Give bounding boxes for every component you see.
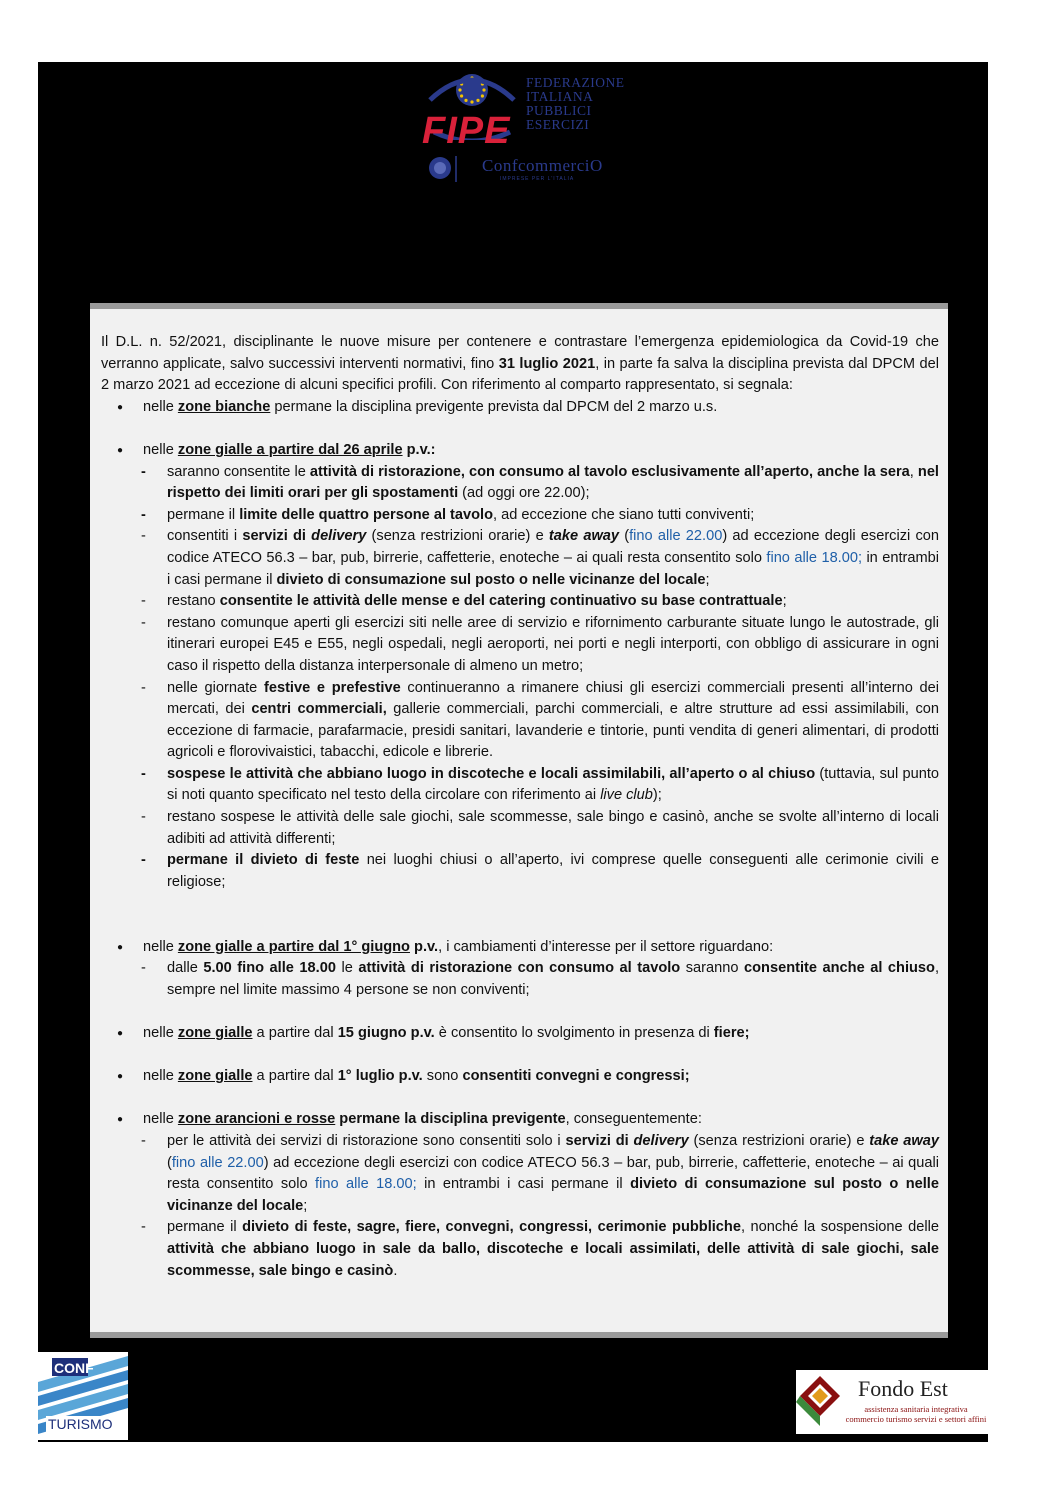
list-item: - dalle 5.00 fino alle 18.00 le attività di ristorazione con consumo al tavolo saranno consentite anche al chiuso, sempre nel limite massimo 4 persone se non conviventi; bbox=[141, 960, 940, 998]
fipe-logo bbox=[422, 70, 642, 188]
list-item: - restano sospese le attività delle sale giochi, sale scommesse, sale bingo e casinò, anche se svolte all’interno di locali adibiti ad attività differenti; bbox=[141, 809, 939, 847]
list-item: - per le attività dei servizi di ristorazione sono consentiti solo i servizi di delivery (senza restrizioni orarie) e take away (fino alle 22.00) ad eccezione degli esercizi con codice ATECO 56.3 – bar, pub, birrerie, caffetterie, enoteche – ai quali resta consentito solo fino alle 18.00; in entrambi i casi permane il divieto di consumazione sul posto o nelle vicinanze del locale; bbox=[141, 1132, 940, 1214]
fondo-est-logo bbox=[796, 1370, 988, 1434]
bullet-zone-gialle-1-giugno: ● nelle zone gialle a partire dal 1° giugno p.v., i cambiamenti d’interesse per il settore riguardano: bbox=[101, 937, 939, 959]
list-item: - permane il divieto di feste nei luoghi chiusi o all’aperto, ivi comprese quelle conseguenti alle cerimonie civili e religiose; bbox=[141, 852, 940, 890]
document-body bbox=[101, 332, 939, 1282]
svg-text:CONF: CONF bbox=[54, 1360, 94, 1376]
bullet-zone-gialle-1-luglio: ● nelle zone gialle a partire dal 1° luglio p.v. sono consentiti convegni e congressi; bbox=[101, 1066, 939, 1088]
svg-text:TURISMO: TURISMO bbox=[48, 1416, 113, 1432]
bullet-zone-gialle-15-giugno: ● nelle zone gialle a partire dal 15 giugno p.v. è consentito lo svolgimento in presenza di fiere; bbox=[101, 1023, 939, 1045]
list-item: - permane il limite delle quattro persone al tavolo, ad eccezione che siano tutti conviventi; bbox=[141, 506, 755, 523]
list-item: - permane il divieto di feste, sagre, fiere, convegni, congressi, cerimonie pubbliche, nonché la sospensione delle attività che abbiano luogo in sale da ballo, discoteche e locali assimilati, delle attività di sale giochi, sale scommesse, sale bingo e casinò. bbox=[141, 1219, 939, 1279]
federazione-text: FEDERAZIONE ITALIANA PUBBLICI ESERCIZI bbox=[526, 75, 625, 132]
confturismo-emblem-icon bbox=[38, 1352, 128, 1440]
fondo-est-name: Fondo Est bbox=[858, 1376, 948, 1401]
confturismo-logo bbox=[38, 1352, 128, 1440]
confcommercio-subtitle: IMPRESE PER L'ITALIA bbox=[500, 176, 575, 182]
bullet-zone-arancioni-rosse: ● nelle zone arancioni e rosse permane la disciplina previgente, conseguentemente: bbox=[101, 1109, 939, 1131]
bullet-zone-bianche: ● nelle zone bianche permane la disciplina previgente prevista dal DPCM del 2 marzo u.s. bbox=[101, 397, 939, 419]
fondo-est-subtitle: assistenza sanitaria integrativa commercio turismo servizi e settori affini bbox=[845, 1404, 987, 1424]
list-item: - consentiti i servizi di delivery (senza restrizioni orarie) e take away (fino alle 22.00) ad eccezione degli esercizi con codice ATECO 56.3 – bar, pub, birrerie, caffetterie, enoteche – ai quali resta consentito solo fino alle 18.00; in entrambi i casi permane il divieto di consumazione sul posto o nelle vicinanze del locale; bbox=[141, 528, 939, 588]
list-item: - saranno consentite le attività di ristorazione, con consumo al tavolo esclusivamente all’aperto, anche la sera, nel rispetto dei limiti orari per gli spostamenti (ad oggi ore 22.00); bbox=[141, 463, 939, 502]
list-item: - restano consentite le attività delle mense e del catering continuativo su base contrattuale; bbox=[141, 593, 787, 610]
fondo-est-emblem-icon bbox=[796, 1370, 844, 1434]
list-item: - sospese le attività che abbiano luogo in discoteche e locali assimilabili, all’aperto o al chiuso (tuttavia, sul punto si noti quanto specificato nel testo della circolare con riferimento ai live club); bbox=[141, 765, 939, 804]
list-item: - restano comunque aperti gli esercizi siti nelle aree di servizio e rifornimento carburante situate lungo le autostrade, gli itinerari europei E45 e E55, negli ospedali, negli aeroporti, nei porti e negli interporti, con obbligo di assicurare in ogni caso il rispetto della distanza interpersonale di almeno un metro; bbox=[141, 614, 939, 674]
intro-paragraph: Il D.L. n. 52/2021, disciplinante le nuove misure per contenere e contrastare l’emergenza epidemiologica da Covid-19 che verranno applicate, salvo successivi interventi normativi, fino 31 luglio 2021, in parte fa salva la disciplina prevista dal DPCM del 2 marzo 2021 ad eccezione di alcuni specifici profili. Con riferimento al comparto rappresentato, si segnala: bbox=[101, 334, 939, 394]
confcommercio-emblem-icon bbox=[422, 154, 458, 182]
fipe-abbr: FIPE bbox=[422, 110, 511, 152]
confcommercio-name: ConfcommerciO bbox=[482, 156, 603, 175]
list-item: - nelle giornate festive e prefestive continueranno a rimanere chiusi gli esercizi commerciali presenti all’interno dei mercati, dei centri commerciali, gallerie commerciali, parchi commerciali, e altre strutture ad essi assimilabili, con eccezione di farmacie, parafarmacie, presidi sanitari, lavanderie e tintorie, punti vendita di generi alimentari, di prodotti agricoli e florovivaistici, tabacchi, edicole e librerie. bbox=[141, 679, 939, 761]
bullet-zone-gialle-26-aprile: ● nelle zone gialle a partire dal 26 aprile p.v.: bbox=[101, 440, 939, 462]
